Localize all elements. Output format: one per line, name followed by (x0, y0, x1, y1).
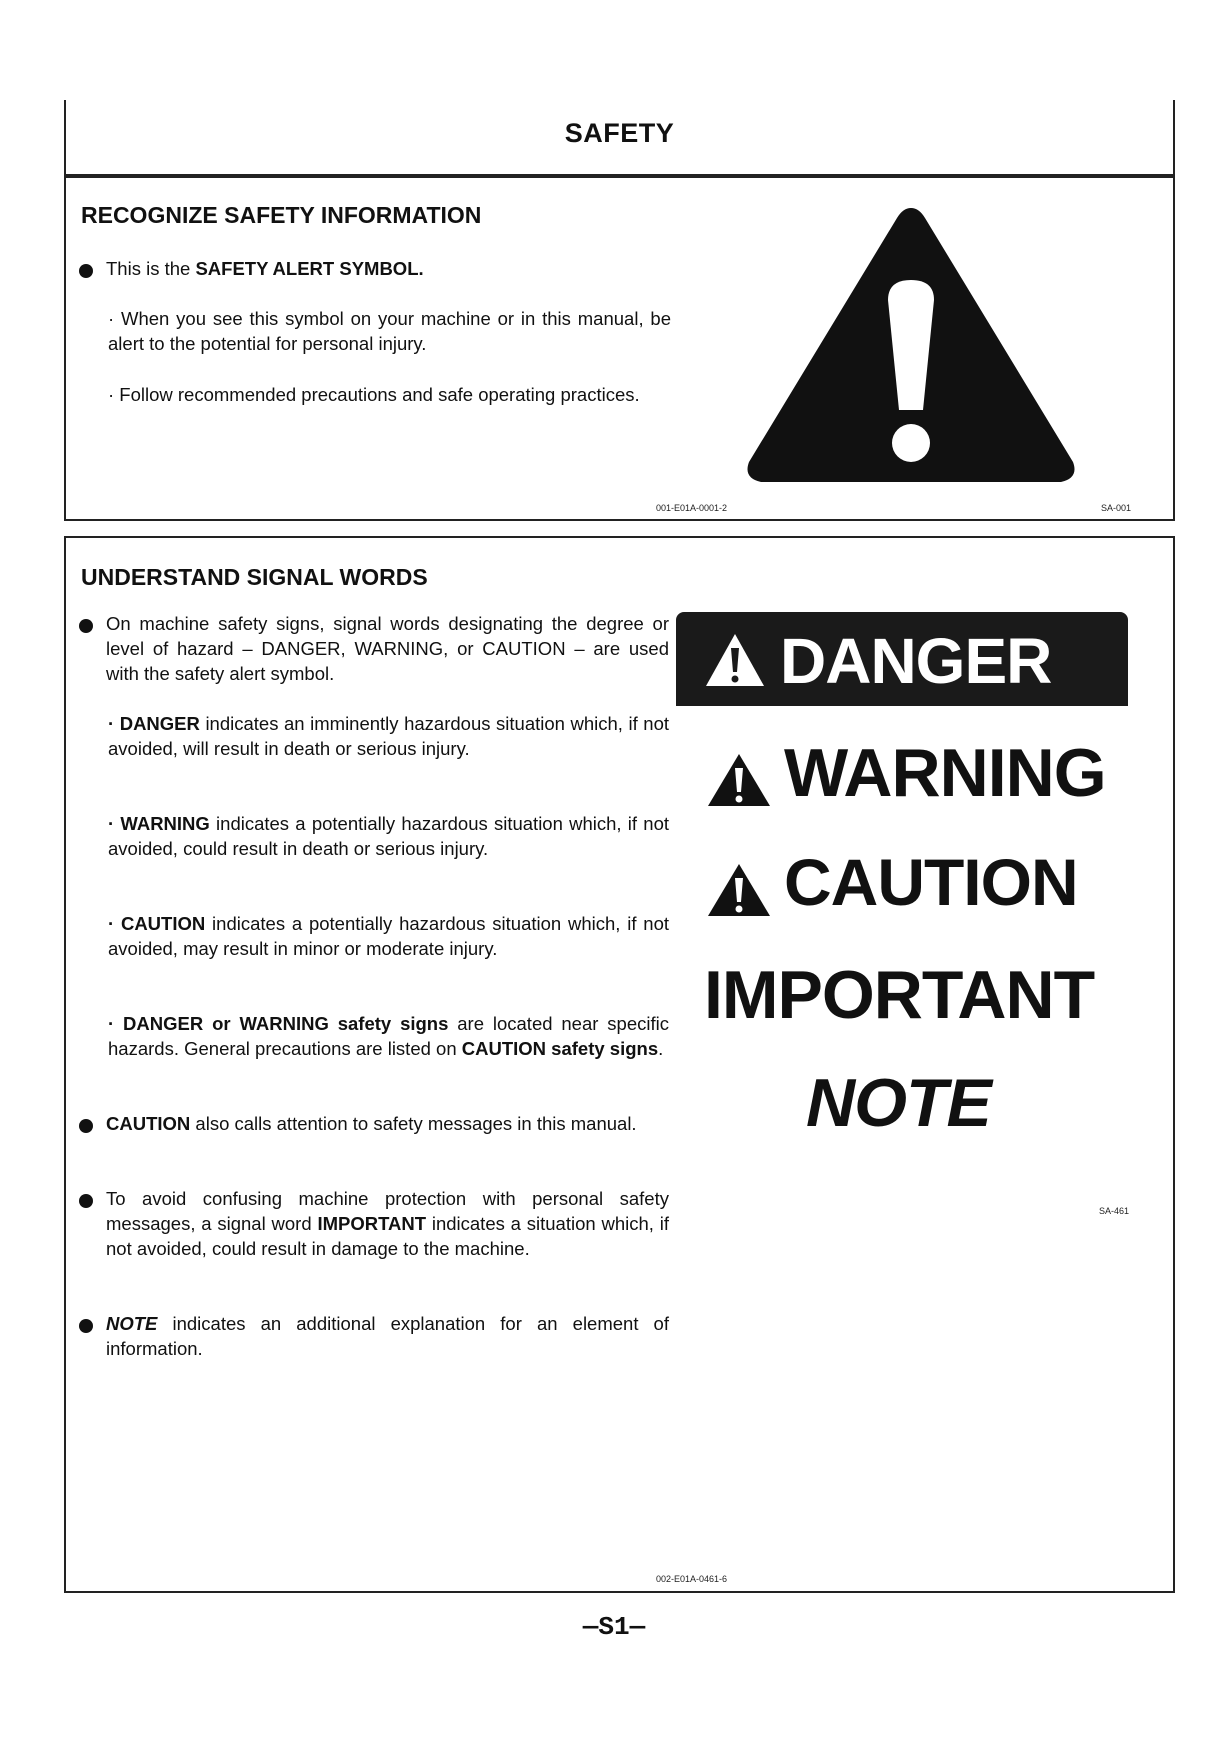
page-title: SAFETY (564, 118, 675, 148)
warning-label: WARNING (784, 735, 1106, 811)
bullet-text: NOTE indicates an additional explanation for an element of information. (106, 1313, 669, 1359)
bullet-icon (79, 1119, 93, 1133)
bullet-text: CAUTION also calls attention to safety messages in this manual. (106, 1113, 637, 1134)
bullet-text: On machine safety signs, signal words designating the degree or level of hazard – DANGER, WARNING, or CAUTION – are used with the safety alert symbol. (106, 613, 669, 684)
section-signal-words (64, 536, 1175, 1593)
bullet-icon (79, 1194, 93, 1208)
warning-triangle-icon (706, 862, 772, 918)
caution-label: CAUTION (784, 845, 1078, 919)
section-recognize-safety (64, 176, 1175, 521)
section-title: RECOGNIZE SAFETY INFORMATION (81, 202, 482, 228)
sub-item: · DANGER indicates an imminently hazardous situation which, if not avoided, will result in death or serious injury. (108, 713, 669, 759)
danger-sign (676, 612, 1128, 706)
warning-triangle-icon (704, 632, 766, 688)
section-title: UNDERSTAND SIGNAL WORDS (81, 564, 428, 590)
section-header (64, 100, 1175, 176)
bullet-icon (79, 619, 93, 633)
figure-code: 002-E01A-0461-6 (656, 1574, 728, 1584)
sub-item: · When you see this symbol on your machine or in this manual, be alert to the potential for personal injury. (108, 308, 671, 354)
note-label: NOTE (806, 1065, 991, 1141)
page-number: —S1— (582, 1612, 646, 1642)
bullet-text: This is the SAFETY ALERT SYMBOL. (106, 258, 424, 279)
danger-label: DANGER (780, 625, 1052, 697)
safety-alert-icon (741, 200, 1081, 490)
sub-item: · WARNING indicates a potentially hazardous situation which, if not avoided, could result in death or serious injury. (108, 813, 669, 859)
sub-item: · CAUTION indicates a potentially hazardous situation which, if not avoided, may result in minor or moderate injury. (108, 913, 670, 959)
figure-code: SA-001 (1101, 503, 1132, 513)
bullet-text: To avoid confusing machine protection with personal safety messages, a signal word IMPORTANT indicates a situation which, if not avoided, could result in damage to the machine. (106, 1188, 669, 1259)
sub-item: · DANGER or WARNING safety signs are located near specific hazards. General precautions are listed on CAUTION safety signs. (108, 1013, 669, 1059)
figure-code: SA-461 (1099, 1206, 1130, 1216)
bullet-icon (79, 264, 93, 278)
sub-item: · Follow recommended precautions and safe operating practices. (108, 384, 640, 405)
figure-code: 001-E01A-0001-2 (656, 503, 728, 513)
important-label: IMPORTANT (704, 957, 1095, 1033)
bullet-icon (79, 1319, 93, 1333)
warning-triangle-icon (706, 752, 772, 808)
